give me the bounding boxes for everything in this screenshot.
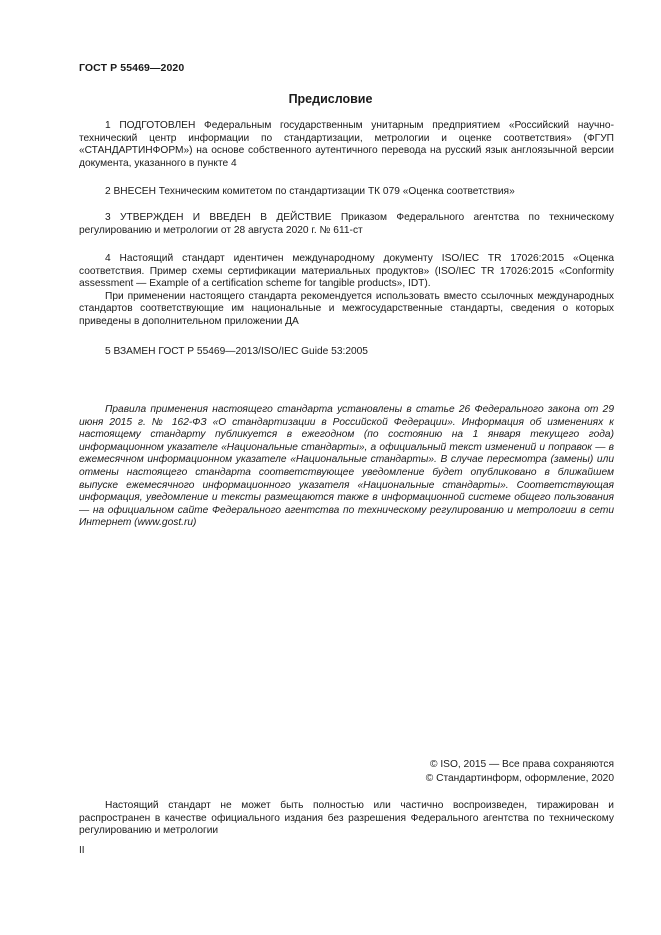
item-approved-text: 3 УТВЕРЖДЕН И ВВЕДЕН В ДЕЙСТВИЕ Приказом Федерального агентства по техническому регулированию и метрологии от 28 августа 2020 г. № 611-ст <box>79 212 614 236</box>
reproduction-notice-text: Настоящий стандарт не может быть полностью или частично воспроизведен, тиражирован и распространен в качестве официального издания без разрешения Федерального агентства по техническому регулированию и метрологии <box>79 800 614 837</box>
page-number: II <box>79 845 85 856</box>
application-notice <box>79 404 614 530</box>
item-prepared-text: 1 ПОДГОТОВЛЕН Федеральным государственным унитарным предприятием «Российский научно-технический центр информации по стандартизации, метрологии и оценке соответствия» (ФГУП «СТАНДАРТИНФОРМ») на основе собственного аутентичного перевода на русский язык англоязычной версии документа, указанного в пункте 4 <box>79 120 614 169</box>
item-approved <box>79 212 614 237</box>
item-replaces-text: 5 ВЗАМЕН ГОСТ Р 55469—2013/ISO/IEC Guide 53:2005 <box>105 346 368 357</box>
page-title: Предисловие <box>288 92 373 106</box>
item-identical-text: 4 Настоящий стандарт идентичен международному документу ISO/IEC TR 17026:2015 «Оценка соответствия. Пример схемы сертификации материальных продуктов» (ISO/IEC TR 17026:2015 «Conformity assessment — Example of a certification scheme for tangible products», IDT). <box>79 253 614 290</box>
copyright-standartinform: © Стандартинформ, оформление, 2020 <box>425 773 614 784</box>
document-code: ГОСТ Р 55469—2020 <box>79 62 185 74</box>
application-notice-text: Правила применения настоящего стандарта установлены в статье 26 Федерального закона от 29 июня 2015 г. № 162-ФЗ «О стандартизации в Российской Федерации». Информация об изменениях к настоящему стандарту публикуется в ежегодном (по состоянию на 1 января текущего года) информационном указателе «Национальные стандарты», а официальный текст изменений и поправок — в ежемесячном информационном указателе «Национальные стандарты». В случае пересмотра (замены) или отмены настоящего стандарта соответствующее уведомление будет опубликовано в ближайшем выпуске ежемесячного информационного указателя «Национальные стандарты». Соответствующая информация, уведомление и тексты размещаются также в информационной системе общего пользования — на официальном сайте Федерального агентства по техническому регулированию и метрологии в сети Интернет (www.gost.ru) <box>79 404 614 529</box>
item-introduced <box>79 186 614 199</box>
reproduction-notice <box>79 800 614 838</box>
item-replaces <box>79 346 614 359</box>
item-prepared <box>79 120 614 170</box>
item-introduced-text: 2 ВНЕСЕН Техническим комитетом по стандартизации ТК 079 «Оценка соответствия» <box>105 186 515 197</box>
item-identical-note: При применении настоящего стандарта рекомендуется использовать вместо ссылочных международных стандартов соответствующие им национальные и межгосударственные стандарты, сведения о которых приведены в дополнительном приложении ДА <box>79 290 614 327</box>
copyright-iso: © ISO, 2015 — Все права сохраняются <box>430 759 614 770</box>
item-identical <box>79 253 614 329</box>
